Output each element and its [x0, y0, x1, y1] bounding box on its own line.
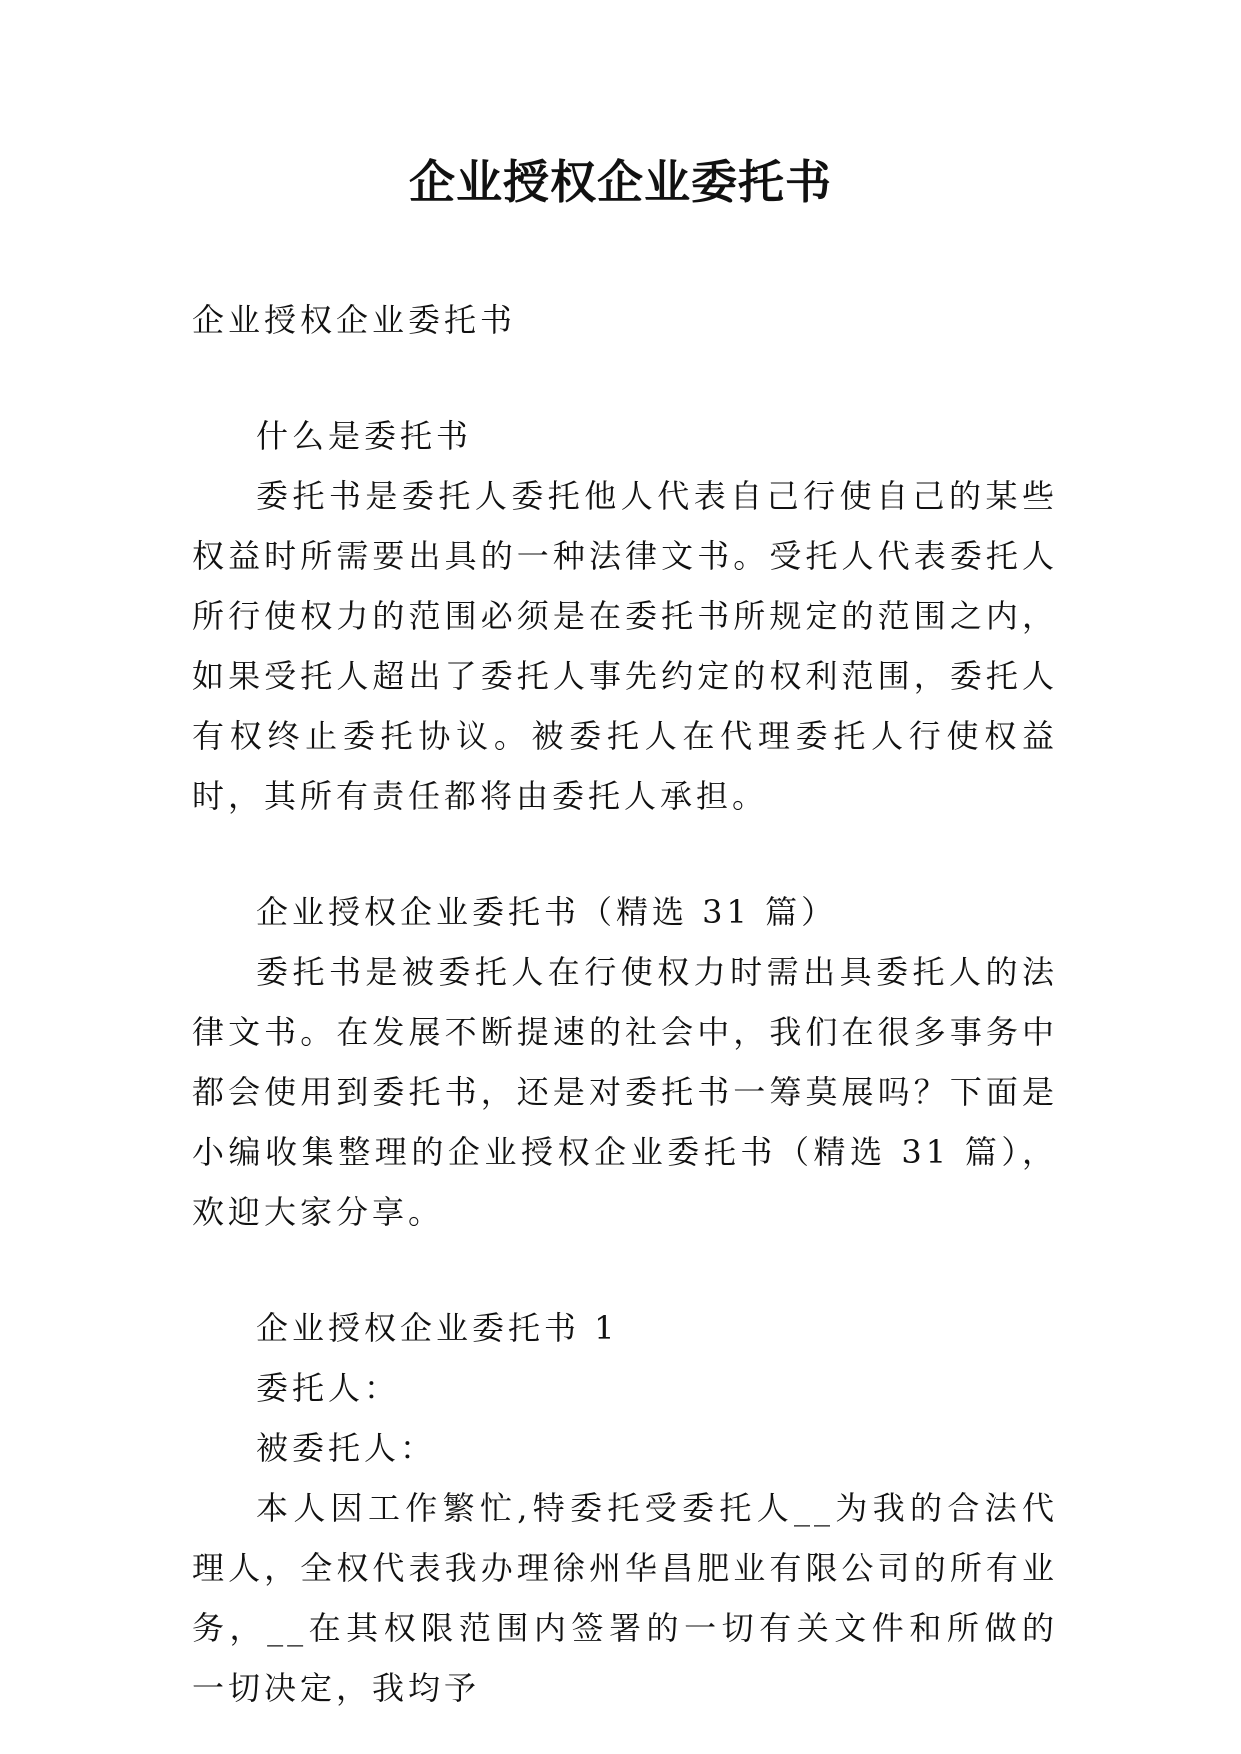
section-heading-one: 企业授权企业委托书 1: [256, 1309, 619, 1347]
paragraph-gap: [192, 1242, 1058, 1298]
paragraph-gap: [192, 826, 1058, 882]
section-body-what: 委托书是委托人委托他人代表自己行使自己的某些权益时所需要出具的一种法律文书。受托人代表委托人所行使权力的范围必须是在委托书所规定的范围之内，如果受托人超出了委托人事先约定的权利范围，委托人有权终止委托协议。被委托人在代理委托人行使权益时，其所有责任都将由委托人承担。: [192, 477, 1058, 815]
document-subtitle: 企业授权企业委托书: [192, 301, 517, 339]
document-body: [192, 290, 1058, 1718]
section-body-selection: 委托书是被委托人在行使权力时需出具委托人的法律文书。在发展不断提速的社会中，我们在很多事务中都会使用到委托书，还是对委托书一筹莫展吗？下面是小编收集整理的企业授权企业委托书（精选 31 篇），欢迎大家分享。: [192, 953, 1058, 1231]
section-body-one: 本人因工作繁忙,特委托受委托人__为我的合法代理人，全权代表我办理徐州华昌肥业有限公司的所有业务，__在其权限范围内签署的一切有关文件和所做的一切决定，我均予: [192, 1489, 1058, 1707]
agent-label: 被委托人：: [256, 1429, 437, 1467]
principal-label: 委托人：: [256, 1369, 401, 1407]
document-title: 企业授权企业委托书: [409, 155, 832, 209]
section-heading-selection: 企业授权企业委托书（精选 31 篇）: [256, 893, 838, 931]
section-heading-what: 什么是委托书: [256, 417, 473, 455]
paragraph-gap: [192, 350, 1058, 406]
